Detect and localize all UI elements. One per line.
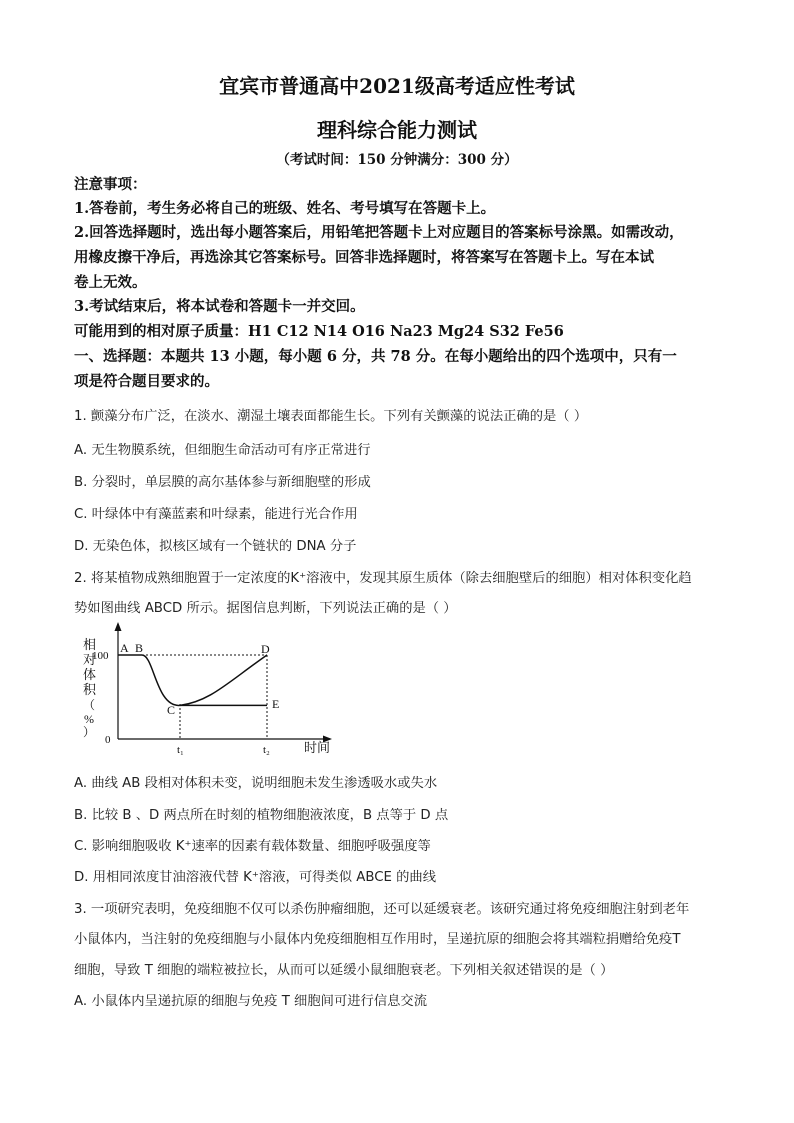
- note-1: 1.答卷前，考生务必将自己的班级、姓名、考号填写在答题卡上。: [74, 200, 496, 217]
- note-2-line1: 2.回答选择题时，选出每小题答案后，用铅笔把答题卡上对应题目的答案标号涂黑。如需改动，: [74, 224, 684, 241]
- q2-option-b: B. 比较 B 、D 两点所在时刻的植物细胞液浓度，B 点等于 D 点: [74, 808, 449, 823]
- section-heading-line1: 一、选择题：本题共 13 小题，每小题 6 分，共 78 分。在每小题给出的四个选项中，只有一: [74, 348, 677, 365]
- note-2-line3: 卷上无效。: [74, 274, 147, 291]
- y-label-char-7: ）: [83, 725, 96, 739]
- x-tick-t1: t₁: [177, 744, 184, 756]
- volume-chart: [70, 622, 370, 762]
- q3-stem-line1: 3. 一项研究表明，免疫细胞不仅可以杀伤肿瘤细胞，还可以延缓衰老。该研究通过将免疫细胞注射到老年: [74, 902, 690, 917]
- point-label-c: C: [167, 703, 176, 717]
- point-label-a: A: [120, 641, 129, 655]
- q1-option-d: D. 无染色体，拟核区域有一个链状的 DNA 分子: [74, 539, 357, 554]
- q3-stem-line2: 小鼠体内，当注射的免疫细胞与小鼠体内免疫细胞相互作用时，呈递抗原的细胞会将其端粒捐赠给免疫T: [74, 932, 681, 947]
- q2-stem-line2: 势如图曲线 ABCD 所示。据图信息判断，下列说法正确的是（ ）: [74, 601, 457, 616]
- notes-heading: 注意事项：: [74, 176, 147, 193]
- y-label-char-2: 对: [83, 652, 97, 667]
- q1-option-a: A. 无生物膜系统，但细胞生命活动可有序正常进行: [74, 443, 371, 458]
- y-tick-100: 100: [92, 650, 109, 662]
- y-label-char-4: 积: [83, 682, 97, 697]
- atomic-masses: 可能用到的相对原子质量：H1 C12 N14 O16 Na23 Mg24 S32 Fe56: [74, 323, 564, 340]
- q2-option-c: C. 影响细胞吸收 K⁺速率的因素有载体数量、细胞呼吸强度等: [74, 839, 431, 854]
- q1-option-c: C. 叶绿体中有藻蓝素和叶绿素，能进行光合作用: [74, 507, 358, 522]
- exam-subtitle: 理科综合能力测试: [317, 118, 477, 142]
- q2-option-d: D. 用相同浓度甘油溶液代替 K⁺溶液，可得类似 ABCE 的曲线: [74, 870, 437, 885]
- point-label-e: E: [272, 697, 280, 711]
- note-2-line2: 用橡皮擦干净后，再选涂其它答案标号。回答非选择题时，将答案写在答题卡上。写在本试: [74, 249, 654, 266]
- point-label-b: B: [135, 641, 144, 655]
- q1-stem: 1. 颤藻分布广泛，在淡水、潮湿土壤表面都能生长。下列有关颤藻的说法正确的是（ ）: [74, 409, 588, 424]
- y-label-char-6: %: [84, 712, 94, 726]
- note-3: 3.考试结束后，将本试卷和答题卡一并交回。: [74, 298, 365, 315]
- y-label-char-3: 体: [83, 667, 97, 682]
- q3-stem-line3: 细胞，导致 T 细胞的端粒被拉长，从而可以延缓小鼠细胞衰老。下列相关叙述错误的是（ ）: [74, 963, 614, 978]
- q1-option-b: B. 分裂时，单层膜的高尔基体参与新细胞壁的形成: [74, 475, 371, 490]
- x-axis-label: 时间: [304, 740, 331, 755]
- section-heading-line2: 项是符合题目要求的。: [74, 373, 219, 390]
- volume-chart-svg: [70, 622, 370, 762]
- exam-info: （考试时间：150 分钟满分：300 分）: [276, 152, 518, 168]
- y-axis-arrow: [115, 622, 122, 631]
- curve-abcd: [118, 655, 267, 705]
- q2-option-a: A. 曲线 AB 段相对体积未变，说明细胞未发生渗透吸水或失水: [74, 776, 438, 791]
- q3-option-a: A. 小鼠体内呈递抗原的细胞与免疫 T 细胞间可进行信息交流: [74, 994, 428, 1009]
- exam-title: 宜宾市普通高中2021级高考适应性考试: [219, 74, 575, 98]
- y-label-char-1: 相: [83, 637, 97, 652]
- point-label-d: D: [261, 642, 270, 656]
- q2-stem-line1: 2. 将某植物成熟细胞置于一定浓度的K⁺溶液中，发现其原生质体（除去细胞壁后的细胞）相对体积变化趋: [74, 571, 692, 586]
- y-label-char-5: （: [83, 698, 96, 712]
- y-tick-0: 0: [105, 734, 111, 746]
- x-tick-t2: t₂: [263, 744, 270, 756]
